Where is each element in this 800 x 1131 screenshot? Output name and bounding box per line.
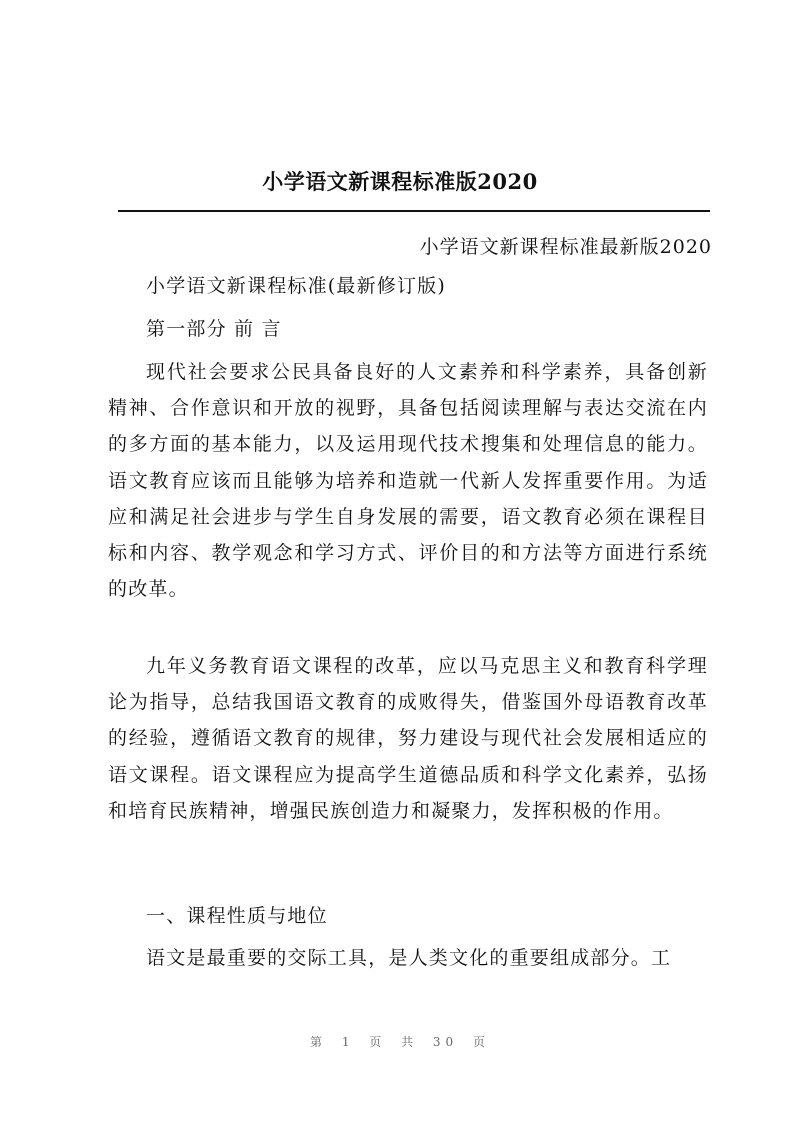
paragraph-heading-revised-edition: 小学语文新课程标准(最新修订版): [146, 275, 447, 297]
document-title: 小学语文新课程标准版2020: [262, 169, 538, 194]
paragraph-body-1: 现代社会要求公民具备良好的人文素养和科学素养，具备创新精神、合作意识和开放的视野，具备包括阅读理解与表达交流在内的多方面的基本能力，以及运用现代技术搜集和处理信息的能力。语文教育应该而且能够为培养和造就一代新人发挥重要作用。为适应和满足社会进步与学生自身发展的需要，语文教育必须在课程目标和内容、教学观念和学习方式、评价目的和方法等方面进行系统的改革。: [108, 361, 708, 601]
paragraph-section-preface: 第一部分 前 言: [146, 318, 282, 340]
page-number-footer: 第 1 页 共 30 页: [310, 1035, 490, 1049]
title-divider: [118, 210, 710, 212]
paragraph-body-2: 九年义务教育语文课程的改革，应以马克思主义和教育科学理论为指导，总结我国语文教育的成败得失，借鉴国外母语教育改革的经验，遵循语文教育的规律，努力建设与现代社会发展相适应的语文课程。语文课程应为提高学生道德品质和科学文化素养，弘扬和培育民族精神，增强民族创造力和凝聚力，发挥积极的作用。: [108, 655, 708, 822]
paragraph-body-3: 语文是最重要的交际工具，是人类文化的重要组成部分。工: [146, 947, 672, 969]
document-subtitle: 小学语文新课程标准最新版2020: [419, 236, 712, 258]
paragraph-section-nature: 一、课程性质与地位: [146, 905, 328, 927]
